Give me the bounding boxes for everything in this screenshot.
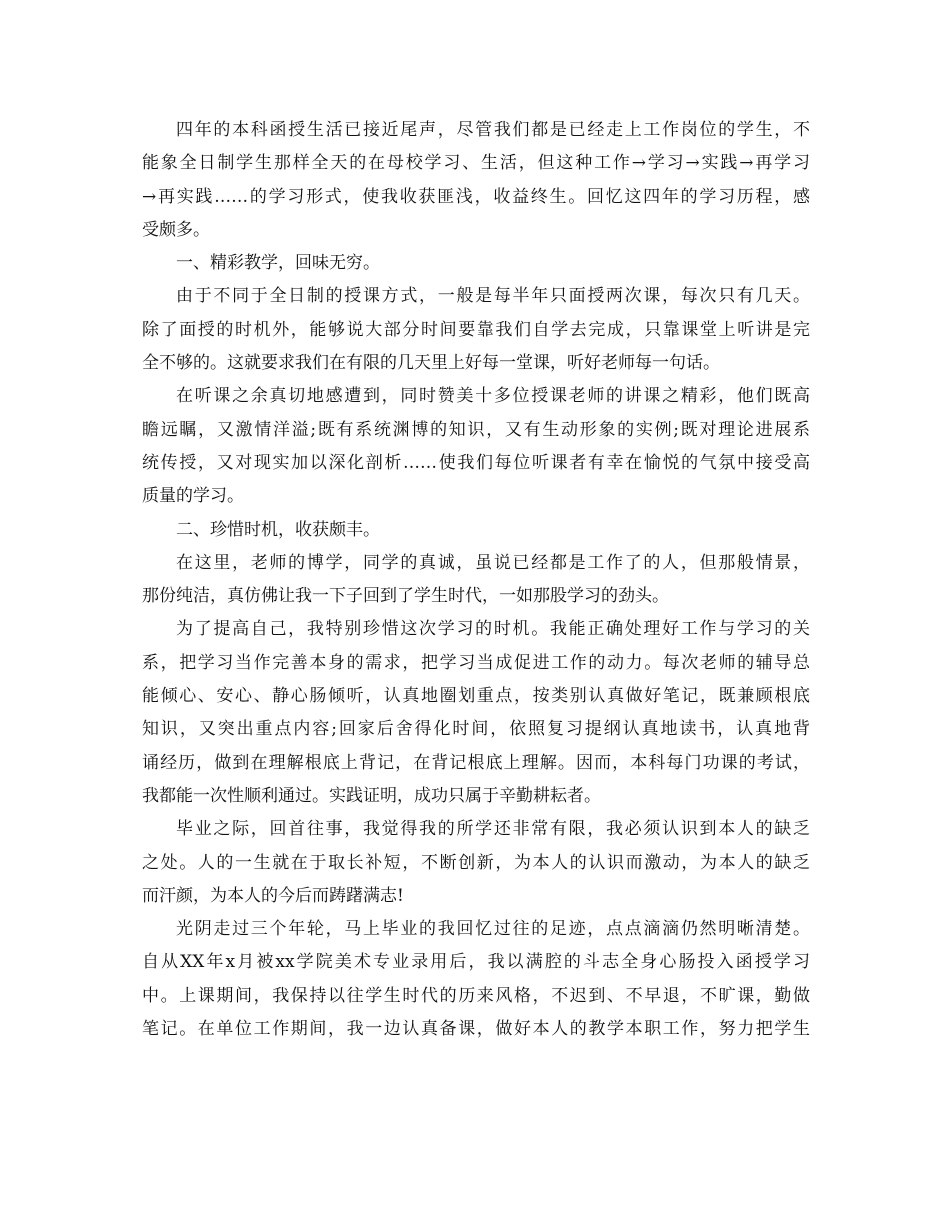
text-line: 瞻远瞩，又激情洋溢;既有系统渊博的知识，又有生动形象的实例;既对理论进展系: [142, 419, 810, 440]
text-line: 全不够的。这就要求我们在有限的几天里上好每一堂课，听好老师每一句话。: [142, 353, 720, 374]
text-line: 质量的学习。: [142, 486, 244, 507]
text-line: 中。上课期间，我保持以往学生时代的历来风格，不迟到、不早退，不旷课，勤做: [142, 985, 810, 1006]
text-line: 为了提高自己，我特别珍惜这次学习的时机。我能正确处理好工作与学习的关: [176, 619, 810, 640]
text-line: 受颇多。: [142, 219, 210, 240]
text-line: 除了面授的时机外，能够说大部分时间要靠我们自学去完成，只靠课堂上听讲是完: [142, 319, 810, 340]
text-line: 光阴走过三个年轮，马上毕业的我回忆过往的足迹，点点滴滴仍然明晰清楚。: [176, 919, 810, 940]
document-body: [142, 114, 810, 1046]
text-line: 毕业之际，回首往事，我觉得我的所学还非常有限，我必须认识到本人的缺乏: [176, 819, 810, 840]
text-line: 能象全日制学生那样全天的在母校学习、生活，但这种工作→学习→实践→再学习: [142, 153, 810, 174]
text-line: 由于不同于全日制的授课方式，一般是每半年只面授两次课，每次只有几天。: [176, 286, 810, 307]
text-line: 在这里，老师的博学，同学的真诚，虽说已经都是工作了的人，但那般情景，: [176, 552, 810, 573]
text-line: 知识，又突出重点内容;回家后舍得化时间，依照复习提纲认真地读书，认真地背: [142, 719, 810, 740]
text-line: 能倾心、安心、静心肠倾听，认真地圈划重点，按类别认真做好笔记，既兼顾根底: [142, 686, 810, 707]
text-line: 诵经历，做到在理解根底上背记，在背记根底上理解。因而，本科每门功课的考试，: [142, 752, 810, 773]
text-line: 那份纯洁，真仿佛让我一下子回到了学生时代，一如那股学习的劲头。: [142, 586, 669, 607]
text-line: 自从XX年x月被xx学院美术专业录用后，我以满腔的斗志全身心肠投入函授学习: [142, 952, 810, 973]
text-line: →再实践……的学习形式，使我收获匪浅，收益终生。回忆这四年的学习历程，感: [142, 186, 810, 207]
text-line: 一、精彩教学，回味无穷。: [176, 253, 380, 274]
text-line: 笔记。在单位工作期间，我一边认真备课，做好本人的教学本职工作，努力把学生: [142, 1019, 810, 1040]
text-line: 四年的本科函授生活已接近尾声，尽管我们都是已经走上工作岗位的学生，不: [176, 120, 810, 140]
text-line: 之处。人的一生就在于取长补短，不断创新，为本人的认识而激动，为本人的缺乏: [142, 852, 810, 873]
text-line: 我都能一次性顺利通过。实践证明，成功只属于辛勤耕耘者。: [142, 785, 601, 806]
text-line: 系，把学习当作完善本身的需求，把学习当成促进工作的动力。每次老师的辅导总: [142, 652, 810, 673]
text-line: 二、珍惜时机，收获颇丰。: [176, 519, 380, 540]
text-line: 在听课之余真切地感遭到，同时赞美十多位授课老师的讲课之精彩，他们既高: [176, 386, 810, 407]
text-line: 而汗颜，为本人的今后而踌躇满志!: [142, 885, 404, 906]
text-line: 统传授，又对现实加以深化剖析……使我们每位听课者有幸在愉悦的气氛中接受高: [142, 452, 810, 473]
